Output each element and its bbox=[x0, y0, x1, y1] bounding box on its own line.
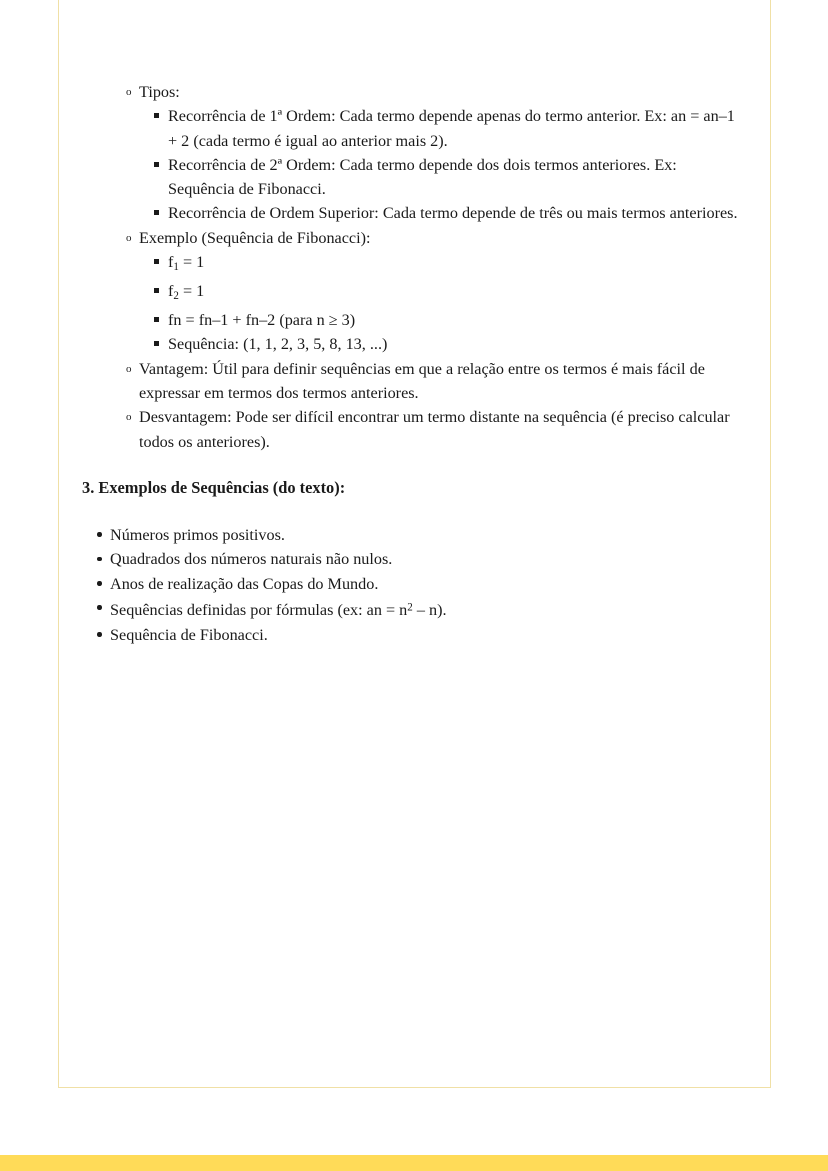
formula-f1: $f_1 = 1$ bbox=[168, 253, 205, 273]
section-heading-3: 3. Exemplos de Sequências (do texto): bbox=[82, 477, 346, 497]
exemplos-list bbox=[82, 523, 738, 647]
desvantagem-text: Desvantagem: Pode ser difícil encontrar um termo distante na sequência (é preciso calcular todos os anteriores). bbox=[139, 408, 730, 451]
exemplo-label: Exemplo (Sequência de Fibonacci): bbox=[139, 228, 371, 247]
outline-level-1-list bbox=[82, 80, 738, 454]
formula-f2: $f_2 = 1$ bbox=[168, 282, 205, 302]
square-bullet-icon bbox=[154, 259, 159, 264]
circle-bullet-icon: o bbox=[126, 362, 132, 375]
square-bullet-icon bbox=[154, 288, 159, 293]
list-item bbox=[139, 104, 738, 153]
bottom-accent-bar bbox=[0, 1155, 828, 1171]
list-item-text-formula: Sequências definidas por fórmulas (ex: an = $n^2 - n$). bbox=[110, 601, 447, 620]
document-content bbox=[82, 80, 738, 647]
list-item bbox=[139, 279, 738, 308]
round-bullet-icon bbox=[97, 632, 102, 637]
list-item bbox=[139, 250, 738, 279]
square-bullet-icon bbox=[154, 113, 159, 118]
list-item-text: Recorrência de 1ª Ordem: Cada termo depende apenas do termo anterior. Ex: an = an–1 + 2 (cada termo é igual ao anterior mais 2). bbox=[168, 107, 735, 150]
list-item-text: Sequência de Fibonacci. bbox=[110, 625, 268, 644]
formula-recurrence: fn = fn–1 + fn–2 (para n ≥ 3) bbox=[168, 311, 356, 330]
list-item-text: Recorrência de 2ª Ordem: Cada termo depende dos dois termos anteriores. Ex: Sequência de Fibonacci. bbox=[168, 155, 677, 199]
list-item bbox=[82, 572, 738, 596]
round-bullet-icon bbox=[97, 581, 102, 586]
list-item bbox=[82, 596, 738, 623]
square-bullet-icon bbox=[154, 341, 159, 346]
vantagem-text: Vantagem: Útil para definir sequências em que a relação entre os termos é mais fácil de expressar em termos dos termos anteriores. bbox=[139, 359, 705, 403]
square-bullet-icon bbox=[154, 162, 159, 167]
round-bullet-icon bbox=[97, 557, 102, 562]
list-item-exemplo bbox=[82, 226, 738, 357]
list-item bbox=[139, 308, 738, 332]
circle-bullet-icon: o bbox=[126, 86, 132, 98]
tipos-sublist bbox=[139, 104, 738, 225]
list-item bbox=[82, 523, 738, 547]
circle-bullet-icon: o bbox=[126, 411, 132, 424]
round-bullet-icon bbox=[97, 605, 102, 610]
list-item-tipos bbox=[82, 80, 738, 226]
list-item-desvantagem bbox=[82, 405, 738, 454]
fibonacci-sequence-text: Sequência: (1, 1, 2, 3, 5, 8, 13, ...) bbox=[168, 335, 388, 354]
list-item-text: Números primos positivos. bbox=[110, 525, 285, 544]
exemplo-sublist bbox=[139, 250, 738, 357]
list-item bbox=[139, 332, 738, 356]
list-item bbox=[139, 201, 738, 225]
list-item-text: Recorrência de Ordem Superior: Cada termo depende de três ou mais termos anteriores. bbox=[168, 204, 738, 223]
list-item-text: Quadrados dos números naturais não nulos. bbox=[110, 550, 393, 569]
list-item-text: Anos de realização das Copas do Mundo. bbox=[110, 574, 379, 593]
list-item-vantagem bbox=[82, 357, 738, 406]
tipos-label: Tipos: bbox=[139, 83, 180, 101]
square-bullet-icon bbox=[154, 317, 159, 322]
circle-bullet-icon: o bbox=[126, 231, 132, 244]
round-bullet-icon bbox=[97, 532, 102, 537]
list-item bbox=[139, 153, 738, 202]
list-item bbox=[82, 547, 738, 571]
square-bullet-icon bbox=[154, 210, 159, 215]
list-item bbox=[82, 623, 738, 647]
